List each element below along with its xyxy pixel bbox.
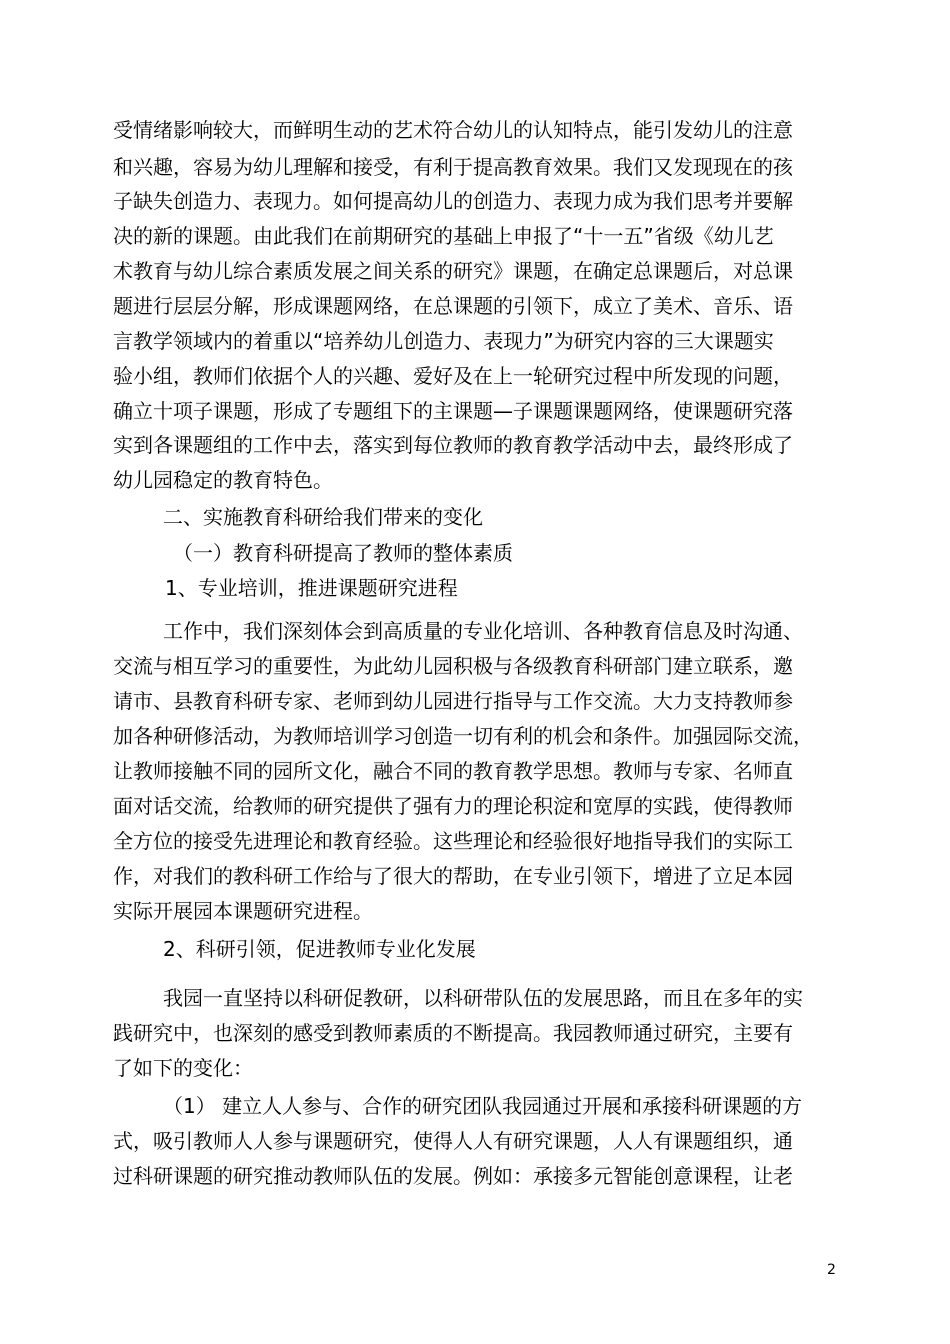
paragraph-line: 交流与相互学习的重要性，为此幼儿园积极与各级教育科研部门建立联系，邀: [113, 654, 793, 678]
paragraph-line: 实际开展园本课题研究进程。: [113, 899, 373, 923]
paragraph-line: 工作中，我们深刻体会到高质量的专业化培训、各种教育信息及时沟通、: [163, 619, 803, 643]
paragraph-line: 受情绪影响较大，而鲜明生动的艺术符合幼儿的认知特点，能引发幼儿的注意: [113, 118, 793, 142]
subsection-heading: （一）教育科研提高了教师的整体素质: [173, 541, 513, 565]
paragraph-line: 过科研课题的研究推动教师队伍的发展。例如：承接多元智能创意课程，让老: [113, 1164, 793, 1188]
paragraph-line: 言教学领域内的着重以“培养幼儿创造力、表现力”为研究内容的三大课题实: [113, 329, 774, 353]
section-heading: 二、实施教育科研给我们带来的变化: [163, 505, 483, 529]
paragraph-line: 请市、县教育科研专家、老师到幼儿园进行指导与工作交流。大力支持教师参: [113, 689, 793, 713]
item-heading: 2、科研引领，促进教师专业化发展: [163, 937, 476, 961]
paragraph-line: 和兴趣，容易为幼儿理解和接受，有利于提高教育效果。我们又发现现在的孩: [113, 155, 793, 179]
paragraph-line: 加各种研修活动，为教师培训学习创造一切有利的机会和条件。加强园际交流，: [113, 724, 813, 748]
paragraph-line: 我园一直坚持以科研促教研，以科研带队伍的发展思路，而且在多年的实: [163, 986, 803, 1010]
paragraph-line: 题进行层层分解，形成课题网络，在总课题的引领下，成立了美术、音乐、语: [113, 294, 793, 318]
paragraph-line: 了如下的变化：: [113, 1056, 253, 1080]
item-heading: 1、专业培训，推进课题研究进程: [165, 576, 458, 600]
paragraph-line: 式，吸引教师人人参与课题研究，使得人人有研究课题，人人有课题组织，通: [113, 1129, 793, 1153]
paragraph-line: 践研究中，也深刻的感受到教师素质的不断提高。我园教师通过研究，主要有: [113, 1021, 793, 1045]
paragraph-line: 让教师接触不同的园所文化，融合不同的教育教学思想。教师与专家、名师直: [113, 759, 793, 783]
paragraph-line: 面对话交流，给教师的研究提供了强有力的理论积淀和宽厚的实践，使得教师: [113, 794, 793, 818]
paragraph-line: （1） 建立人人参与、合作的研究团队我园通过开展和承接科研课题的方: [163, 1094, 803, 1118]
paragraph-line: 确立十项子课题，形成了专题组下的主课题—子课题课题网络，使课题研究落: [113, 399, 793, 423]
paragraph-line: 实到各课题组的工作中去，落实到每位教师的教育教学活动中去，最终形成了: [113, 433, 793, 457]
paragraph-line: 作，对我们的教科研工作给与了很大的帮助，在专业引领下，增进了立足本园: [113, 864, 793, 888]
paragraph-line: 术教育与幼儿综合素质发展之间关系的研究》课题，在确定总课题后，对总课: [113, 259, 793, 283]
paragraph-line: 验小组，教师们依据个人的兴趣、爱好及在上一轮研究过程中所发现的问题，: [113, 364, 793, 388]
paragraph-line: 全方位的接受先进理论和教育经验。这些理论和经验很好地指导我们的实际工: [113, 829, 793, 853]
paragraph-line: 子缺失创造力、表现力。如何提高幼儿的创造力、表现力成为我们思考并要解: [113, 189, 793, 213]
paragraph-line: 幼儿园稳定的教育特色。: [113, 468, 333, 492]
page-number: 2: [827, 1262, 836, 1278]
paragraph-line: 决的新的课题。由此我们在前期研究的基础上申报了“十一五”省级《幼儿艺: [113, 224, 774, 248]
